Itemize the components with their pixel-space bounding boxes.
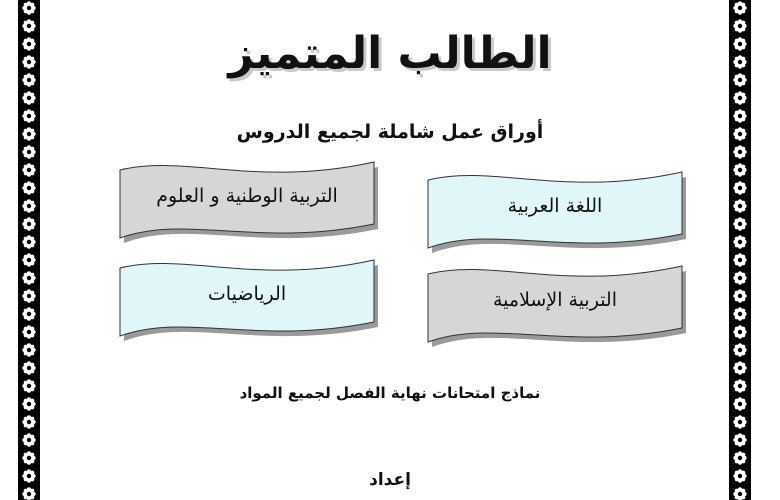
flower-ornament-icon [22, 415, 35, 428]
flower-ornament-icon [733, 235, 746, 248]
flower-ornament-icon [733, 289, 746, 302]
prepared-by-label: إعداد [369, 470, 411, 490]
flower-ornament-icon [22, 145, 35, 158]
flower-ornament-icon [733, 325, 746, 338]
flower-ornament-icon [733, 361, 746, 374]
flower-ornament-icon [22, 217, 35, 230]
flower-ornament-icon [733, 217, 746, 230]
flower-ornament-icon [22, 199, 35, 212]
subject-label: الرياضيات [207, 283, 287, 305]
flower-ornament-icon [733, 253, 746, 266]
subject-banner-national-science [116, 156, 378, 242]
flower-ornament-icon [733, 181, 746, 194]
flower-ornament-icon [733, 451, 746, 464]
flower-ornament-icon [733, 343, 746, 356]
flower-ornament-icon [22, 163, 35, 176]
flower-ornament-icon [733, 163, 746, 176]
subject-banner-arabic [424, 166, 686, 252]
flower-ornament-icon [22, 307, 35, 320]
flower-ornament-icon [22, 433, 35, 446]
page-title: الطالب المتميز [228, 28, 552, 79]
subject-label: التربية الإسلامية [493, 289, 618, 311]
exams-line: نماذج امتحانات نهاية الفصل لجميع المواد [239, 384, 541, 402]
flower-ornament-icon [22, 289, 35, 302]
flower-ornament-icon [22, 1, 35, 14]
subject-label: اللغة العربية [507, 195, 603, 217]
flower-ornament-icon [22, 451, 35, 464]
flower-ornament-icon [22, 181, 35, 194]
flower-ornament-icon [22, 91, 35, 104]
flower-ornament-icon [22, 325, 35, 338]
flower-ornament-icon [733, 271, 746, 284]
subject-label: التربية الوطنية و العلوم [156, 185, 338, 207]
flower-ornament-icon [733, 433, 746, 446]
flower-ornament-icon [733, 415, 746, 428]
flower-ornament-icon [733, 307, 746, 320]
flower-ornament-icon [22, 235, 35, 248]
flower-ornament-icon [22, 343, 35, 356]
flower-ornament-icon [22, 271, 35, 284]
flower-ornament-icon [733, 1, 746, 14]
subject-banner-islamic [424, 260, 686, 346]
subject-banner-math [116, 254, 378, 340]
flower-ornament-icon [733, 145, 746, 158]
flower-ornament-icon [733, 91, 746, 104]
flower-ornament-icon [22, 253, 35, 266]
page-subtitle: أوراق عمل شاملة لجميع الدروس [236, 121, 544, 143]
flower-ornament-icon [733, 199, 746, 212]
flower-ornament-icon [22, 361, 35, 374]
